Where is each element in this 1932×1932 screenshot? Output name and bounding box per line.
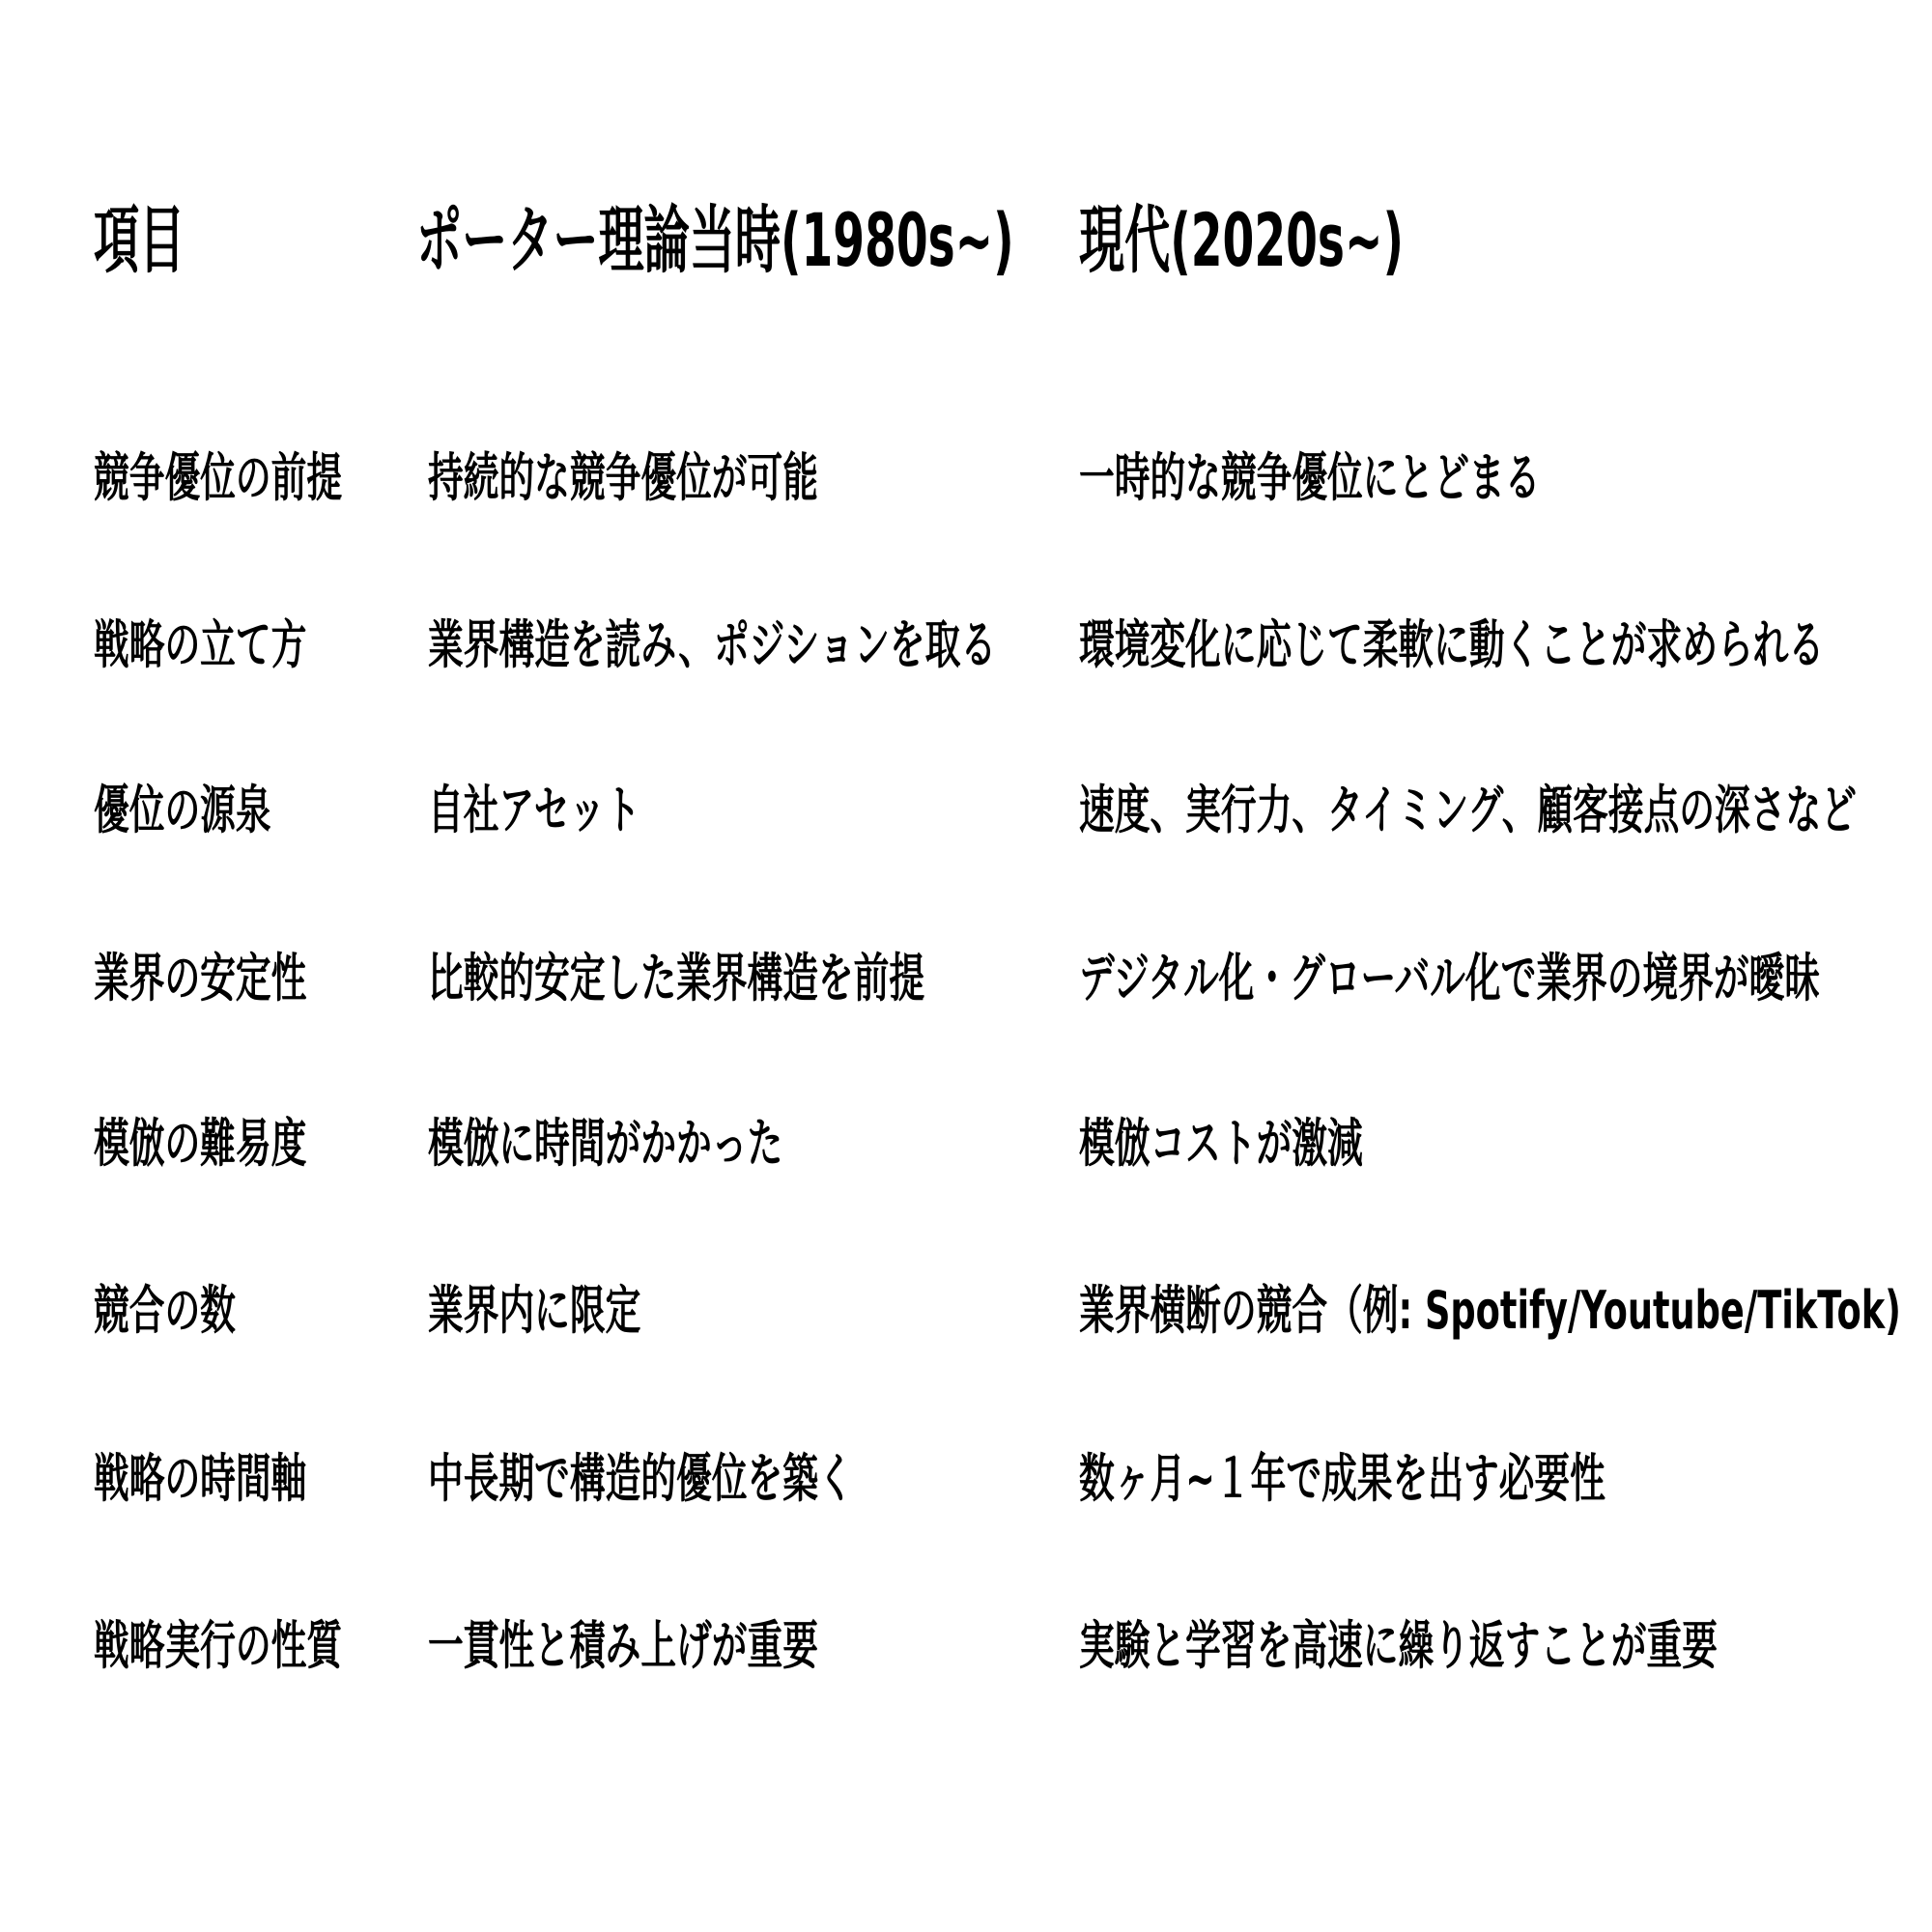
cell-modern: 業界横断の競合（例: Spotify/Youtube/TikTok) <box>1079 1280 1901 1341</box>
cell-porter: 比較的安定した業界構造を前提 <box>428 948 925 1009</box>
cell-porter: 一貫性と積み上げが重要 <box>428 1615 818 1676</box>
cell-item: 模倣の難易度 <box>94 1113 307 1174</box>
cell-modern: 数ヶ月~１年で成果を出す必要性 <box>1079 1448 1605 1509</box>
cell-item: 戦略の時間軸 <box>94 1448 307 1509</box>
cell-porter: 持続的な競争優位が可能 <box>428 447 818 508</box>
cell-porter: 自社アセット <box>428 780 640 840</box>
cell-porter: 業界内に限定 <box>428 1280 641 1341</box>
header-modern: 現代(2020s~) <box>1079 197 1404 283</box>
cell-modern: 一時的な競争優位にとどまる <box>1079 447 1541 508</box>
cell-item: 競合の数 <box>94 1280 236 1341</box>
cell-item: 優位の源泉 <box>94 780 271 840</box>
cell-modern: 環境変化に応じて柔軟に動くことが求められる <box>1079 614 1825 675</box>
header-porter: ポーター理論当時(1980s~) <box>416 197 1014 283</box>
cell-porter: 中長期で構造的優位を築く <box>428 1448 854 1509</box>
cell-porter: 模倣に時間がかかった <box>428 1113 783 1174</box>
cell-item: 競争優位の前提 <box>94 447 343 508</box>
header-item: 項目 <box>94 197 185 283</box>
cell-modern: 速度、実行力、タイミング、顧客接点の深さなど <box>1079 780 1857 840</box>
cell-item: 業界の安定性 <box>94 948 307 1009</box>
cell-modern: 実験と学習を高速に繰り返すことが重要 <box>1079 1615 1718 1676</box>
cell-item: 戦略実行の性質 <box>94 1615 343 1676</box>
cell-modern: 模倣コストが激減 <box>1079 1113 1363 1174</box>
cell-item: 戦略の立て方 <box>94 614 307 675</box>
cell-porter: 業界構造を読み、ポジションを取る <box>428 614 997 675</box>
cell-modern: デジタル化・グローバル化で業界の境界が曖昧 <box>1079 948 1821 1009</box>
